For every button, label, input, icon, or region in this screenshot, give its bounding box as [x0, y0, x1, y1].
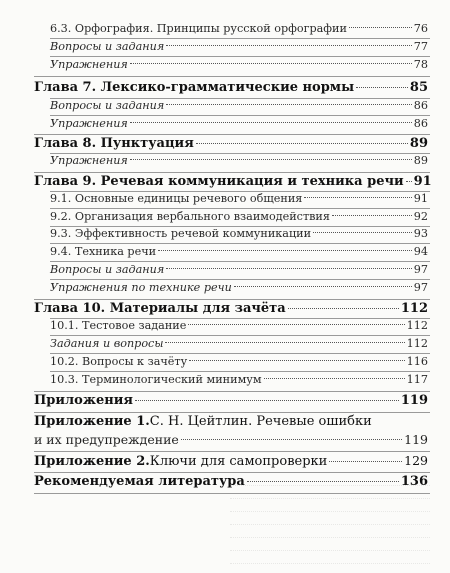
toc-chapter[interactable]	[34, 393, 428, 408]
leader-dots	[166, 45, 411, 46]
toc-chapter[interactable]	[34, 136, 428, 151]
toc-entry-title: 9.3. Эффективность речевой коммуникации	[50, 227, 312, 240]
divider	[34, 76, 430, 77]
toc-entry-title: Упражнения по технике речи	[50, 281, 232, 294]
toc-entry[interactable]	[50, 99, 428, 112]
toc-entry-title: 10.3. Терминологический минимум	[50, 373, 262, 386]
leader-dots	[189, 360, 404, 361]
leader-dots	[406, 181, 412, 182]
toc-chapter-title: Приложения	[34, 393, 134, 408]
leader-dots	[313, 232, 412, 233]
toc-entry-page: 89	[413, 154, 428, 167]
toc-entry[interactable]	[50, 58, 428, 71]
divider	[50, 279, 430, 280]
toc-entry-page: 117	[406, 373, 428, 386]
toc-appendix-subtitle: С. Н. Цейтлин. Речевые ошибки	[149, 414, 372, 429]
divider	[50, 38, 430, 39]
toc-entry-title: 6.3. Орфография. Принципы русской орфографии	[50, 22, 347, 35]
toc-entry-title: 9.2. Организация вербального взаимодействия	[50, 210, 330, 223]
toc-chapter-page: 136	[400, 474, 428, 489]
toc-chapter-page: 89	[409, 136, 428, 151]
leader-dots	[264, 378, 405, 379]
toc-entry-page: 129	[404, 453, 428, 468]
toc-chapter-title: Глава 8. Пунктуация	[34, 136, 194, 151]
toc-entry-page: 76	[413, 22, 428, 35]
leader-dots	[188, 324, 404, 325]
toc-appendix-continuation[interactable]	[34, 432, 428, 447]
toc-entry-page: 78	[413, 58, 428, 71]
toc-appendix[interactable]	[34, 453, 428, 469]
leader-dots	[130, 159, 412, 160]
divider	[34, 134, 430, 135]
toc-chapter-page: 91	[413, 174, 432, 189]
toc-entry[interactable]	[50, 22, 428, 35]
toc-entry-title: 10.1. Тестовое задание	[50, 319, 187, 332]
toc-entry-title: Упражнения	[50, 58, 128, 71]
leader-dots	[130, 63, 412, 64]
toc-entry-page: 97	[413, 263, 428, 276]
toc-entry-page: 116	[406, 355, 428, 368]
divider	[34, 451, 430, 452]
leader-dots	[234, 286, 412, 287]
toc-entry-page: 91	[413, 192, 428, 205]
toc-entry[interactable]	[50, 355, 428, 368]
toc-entry-page: 86	[413, 99, 428, 112]
toc-appendix-title: Приложение 1.	[34, 414, 150, 429]
toc-entry-title: 10.2. Вопросы к зачёту	[50, 355, 188, 368]
leader-dots	[135, 400, 399, 401]
divider	[50, 115, 430, 116]
leader-dots	[196, 143, 408, 144]
toc-entry-page: 77	[413, 40, 428, 53]
leader-dots	[166, 104, 411, 105]
divider	[34, 299, 430, 300]
divider	[50, 56, 430, 57]
leader-dots	[329, 461, 402, 462]
toc-entry[interactable]	[50, 192, 428, 205]
toc-entry[interactable]	[50, 210, 428, 223]
show-through-texture	[230, 474, 450, 573]
toc-entry[interactable]	[50, 281, 428, 294]
toc-entry[interactable]	[50, 337, 428, 350]
toc-chapter-title: Рекомендуемая литература	[34, 474, 245, 489]
toc-appendix-subtitle: Ключи для самопроверки	[149, 454, 328, 469]
toc-entry-page: 112	[406, 319, 428, 332]
toc-chapter-page: 112	[400, 301, 428, 316]
toc-entry-page: 97	[413, 281, 428, 294]
leader-dots	[165, 342, 404, 343]
toc-entry[interactable]	[50, 245, 428, 258]
toc-entry[interactable]	[50, 319, 428, 332]
divider	[50, 243, 430, 244]
divider	[50, 335, 430, 336]
toc-entry-page: 86	[413, 117, 428, 130]
toc-chapter-page: 85	[409, 80, 428, 95]
toc-appendix-title: Приложение 2.	[34, 454, 150, 469]
toc-chapter[interactable]	[34, 174, 432, 189]
leader-dots	[304, 197, 411, 198]
toc-chapter-page: 119	[400, 393, 428, 408]
toc-entry-title: Вопросы и задания	[50, 40, 165, 53]
divider	[50, 371, 430, 372]
leader-dots	[356, 87, 408, 88]
toc-entry-title: Вопросы и задания	[50, 99, 165, 112]
toc-chapter-title: Глава 10. Материалы для зачёта	[34, 301, 286, 316]
divider	[50, 208, 430, 209]
toc-chapter-title: Глава 7. Лексико-грамматические нормы	[34, 80, 355, 95]
toc-chapter[interactable]	[34, 80, 428, 95]
toc-entry-page: 93	[413, 227, 428, 240]
leader-dots	[181, 439, 402, 440]
toc-appendix[interactable]	[34, 414, 428, 429]
divider	[34, 472, 430, 473]
divider	[50, 353, 430, 354]
toc-entry-page: 112	[406, 337, 428, 350]
toc-entry[interactable]	[50, 40, 428, 53]
toc-entry[interactable]	[50, 373, 428, 386]
toc-entry-title: и их предупреждение	[34, 432, 179, 447]
leader-dots	[166, 268, 411, 269]
leader-dots	[349, 27, 412, 28]
toc-entry-title: 9.4. Техника речи	[50, 245, 157, 258]
toc-entry-title: Вопросы и задания	[50, 263, 165, 276]
toc-entry[interactable]	[50, 227, 428, 240]
toc-entry-title: Задания и вопросы	[50, 337, 164, 350]
leader-dots	[130, 122, 412, 123]
toc-entry[interactable]	[50, 154, 428, 167]
toc-entry-page: 94	[413, 245, 428, 258]
toc-entry-page: 119	[404, 432, 428, 447]
divider	[34, 391, 430, 392]
toc-chapter-title: Глава 9. Речевая коммуникация и техника речи	[34, 174, 404, 189]
leader-dots	[332, 215, 412, 216]
leader-dots	[158, 250, 412, 251]
leader-dots	[288, 308, 399, 309]
toc-entry-page: 92	[413, 210, 428, 223]
toc-chapter[interactable]	[34, 301, 428, 316]
divider	[34, 172, 430, 173]
toc-entry-title: Упражнения	[50, 117, 128, 130]
toc-entry-title: Упражнения	[50, 154, 128, 167]
toc-entry[interactable]	[50, 263, 428, 276]
toc-entry[interactable]	[50, 117, 428, 130]
toc-entry-title: 9.1. Основные единицы речевого общения	[50, 192, 303, 205]
divider	[34, 412, 430, 413]
divider	[50, 261, 430, 262]
